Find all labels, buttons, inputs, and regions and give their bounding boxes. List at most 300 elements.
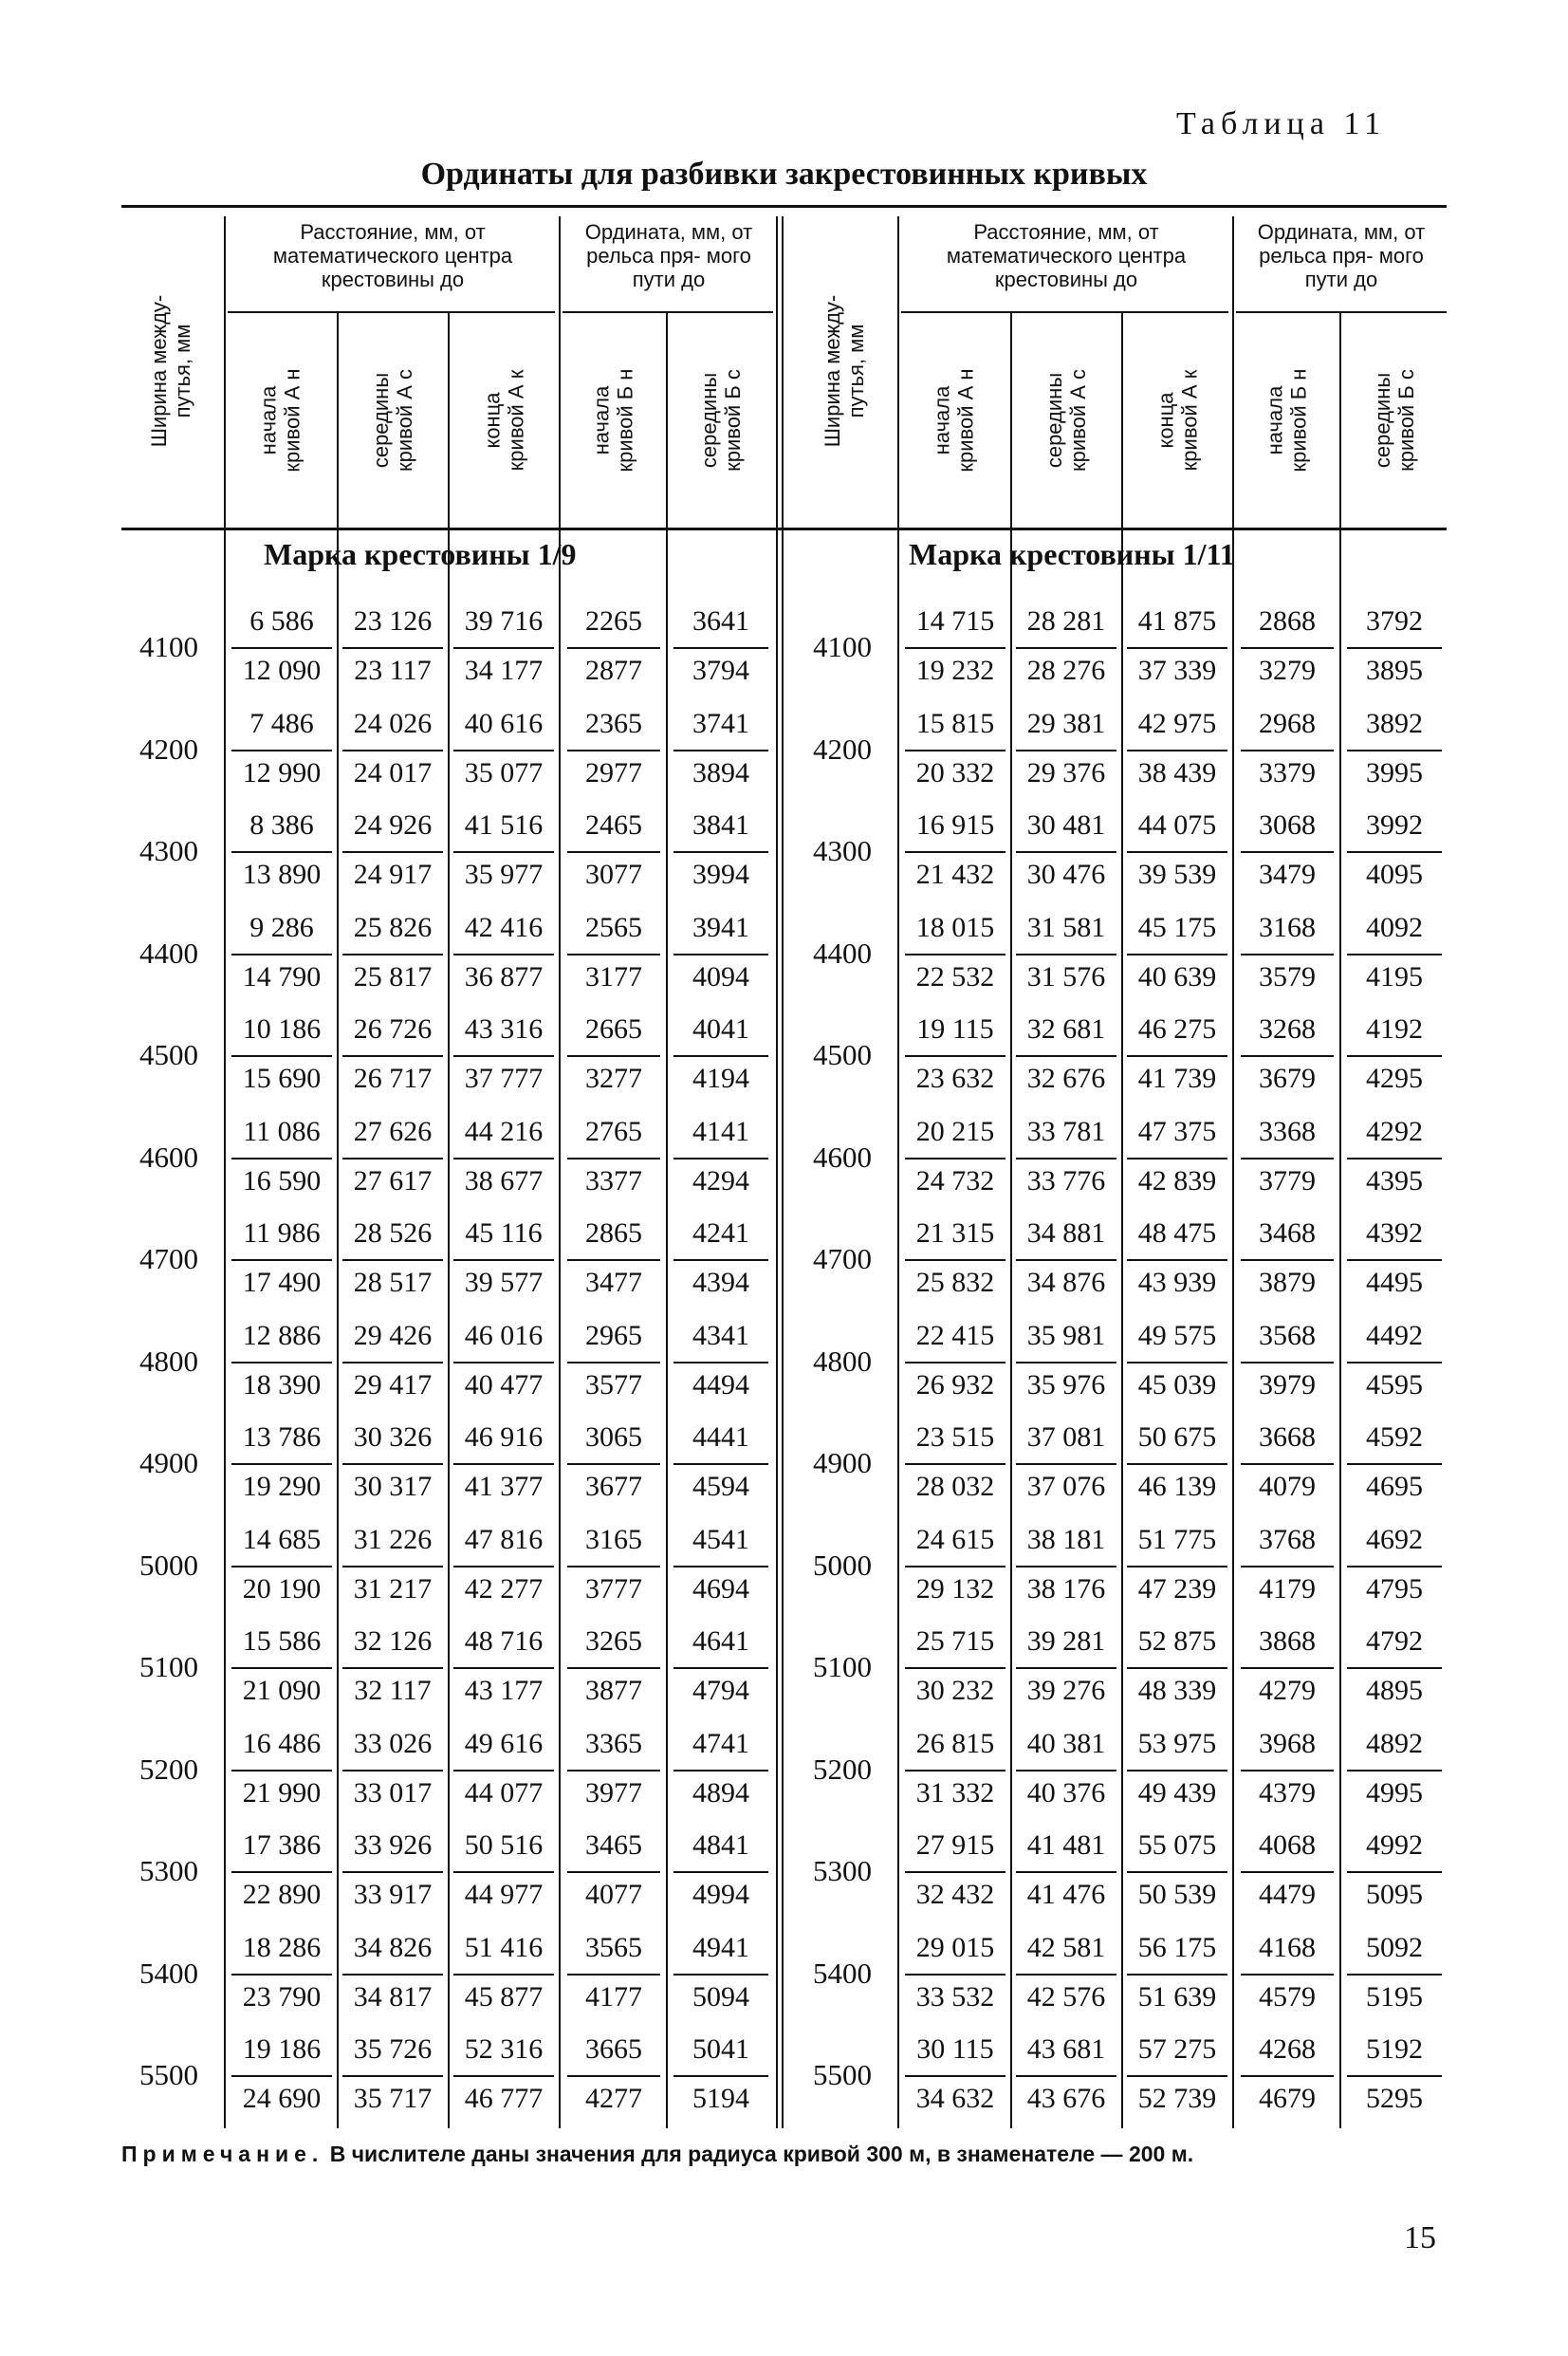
numerator-cell: 3465 [567, 1829, 660, 1873]
denominator-cell: 3379 [1259, 756, 1316, 788]
numerator-cell: 2665 [567, 1013, 660, 1057]
group-rule [228, 311, 555, 313]
denominator-cell: 3979 [1259, 1368, 1316, 1401]
numerator-cell: 3068 [1241, 809, 1334, 853]
denominator-cell: 33 776 [1026, 1164, 1106, 1197]
numerator-cell: 48 716 [453, 1625, 554, 1669]
numerator-cell: 50 675 [1127, 1421, 1227, 1465]
numerator-cell: 3992 [1347, 809, 1442, 853]
denominator-cell: 30 476 [1026, 859, 1106, 890]
track-width-value: 4100 [813, 630, 872, 663]
denominator-cell: 3977 [585, 1776, 642, 1809]
denominator-cell: 40 477 [464, 1368, 544, 1401]
denominator-cell: 25 832 [915, 1267, 995, 1298]
denominator-cell: 22 890 [242, 1879, 322, 1910]
numerator-cell: 3868 [1241, 1625, 1334, 1669]
track-width-value: 5500 [813, 2058, 872, 2091]
numerator-cell: 4492 [1347, 1320, 1442, 1364]
denominator-cell: 4479 [1259, 1879, 1316, 1910]
denominator-cell: 2877 [585, 655, 642, 686]
track-width-value: 4700 [139, 1242, 198, 1275]
denominator-cell: 2977 [585, 756, 642, 788]
numerator-cell: 2965 [567, 1320, 660, 1364]
numerator-cell: 28 281 [1016, 605, 1116, 649]
numerator-cell: 4741 [673, 1728, 768, 1772]
numerator-cell: 4192 [1347, 1013, 1442, 1057]
denominator-cell: 38 439 [1137, 756, 1217, 788]
denominator-cell: 35 077 [464, 756, 544, 788]
denominator-cell: 3277 [585, 1063, 642, 1094]
denominator-cell: 44 977 [464, 1879, 544, 1910]
col-header-ac: середины кривой А с [1042, 368, 1090, 472]
denominator-cell: 39 276 [1026, 1675, 1106, 1706]
track-width-value: 5400 [813, 1956, 872, 1990]
track-width-value: 4900 [139, 1446, 198, 1479]
denominator-cell: 33 532 [915, 1980, 995, 2013]
denominator-cell: 4695 [1366, 1471, 1423, 1502]
numerator-cell: 25 715 [905, 1625, 1005, 1669]
numerator-cell: 4068 [1241, 1829, 1334, 1873]
numerator-cell: 4141 [673, 1116, 768, 1159]
numerator-cell: 14 685 [231, 1524, 332, 1568]
numerator-cell: 43 316 [453, 1013, 554, 1057]
numerator-cell: 4792 [1347, 1625, 1442, 1669]
numerator-cell: 39 281 [1016, 1625, 1116, 1669]
numerator-cell: 4041 [673, 1013, 768, 1057]
numerator-cell: 55 075 [1127, 1829, 1227, 1873]
denominator-cell: 3794 [692, 655, 749, 686]
denominator-cell: 3279 [1259, 655, 1316, 686]
denominator-cell: 4895 [1366, 1675, 1423, 1706]
denominator-cell: 25 817 [353, 960, 433, 992]
ordinate-group-header: Ордината, мм, от рельса пря- мого пути до [1257, 220, 1426, 291]
denominator-cell: 35 976 [1026, 1368, 1106, 1401]
numerator-cell: 15 815 [905, 708, 1005, 751]
denominator-cell: 46 139 [1137, 1471, 1217, 1502]
denominator-cell: 42 576 [1026, 1980, 1106, 2013]
numerator-cell: 42 416 [453, 912, 554, 955]
denominator-cell: 13 890 [242, 859, 322, 890]
col-header-bn: начала кривой Б н [1263, 368, 1311, 472]
col-rule [1121, 313, 1123, 2128]
numerator-cell: 2765 [567, 1116, 660, 1159]
denominator-cell: 3177 [585, 960, 642, 992]
denominator-cell: 4095 [1366, 859, 1423, 890]
denominator-cell: 4679 [1259, 2083, 1316, 2114]
denominator-cell: 43 676 [1026, 2083, 1106, 2114]
denominator-cell: 45 877 [464, 1980, 544, 2013]
numerator-cell: 20 215 [905, 1116, 1005, 1159]
denominator-cell: 32 676 [1026, 1063, 1106, 1094]
denominator-cell: 26 717 [353, 1063, 433, 1094]
numerator-cell: 16 915 [905, 809, 1005, 853]
denominator-cell: 22 532 [915, 960, 995, 992]
col-header-ak: конца кривой А к [1153, 369, 1201, 471]
numerator-cell: 24 615 [905, 1524, 1005, 1568]
col-rule [666, 313, 668, 2128]
denominator-cell: 28 276 [1026, 655, 1106, 686]
footnote-text: В числителе даны значения для радиуса кривой 300 м, в знаменателе — 200 м. [329, 2142, 1194, 2166]
numerator-cell: 26 726 [342, 1013, 443, 1057]
denominator-cell: 24 017 [353, 756, 433, 788]
numerator-cell: 29 015 [905, 1932, 1005, 1976]
numerator-cell: 33 026 [342, 1728, 443, 1772]
denominator-cell: 30 232 [915, 1675, 995, 1706]
numerator-cell: 3968 [1241, 1728, 1334, 1772]
numerator-cell: 29 426 [342, 1320, 443, 1364]
track-width-value: 4400 [139, 936, 198, 970]
section-title-right: Марка крестовины 1/11 [909, 537, 1235, 571]
numerator-cell: 40 616 [453, 708, 554, 751]
track-width-value: 5000 [139, 1548, 198, 1582]
denominator-cell: 24 690 [242, 2083, 322, 2114]
denominator-cell: 3777 [585, 1572, 642, 1605]
denominator-cell: 39 577 [464, 1267, 544, 1298]
denominator-cell: 4394 [692, 1267, 749, 1298]
numerator-cell: 5041 [673, 2033, 768, 2077]
track-width-value: 5100 [139, 1650, 198, 1683]
track-width-value: 4600 [813, 1140, 872, 1174]
numerator-cell: 19 186 [231, 2033, 332, 2077]
numerator-cell: 34 881 [1016, 1217, 1116, 1261]
denominator-cell: 33 017 [353, 1776, 433, 1809]
numerator-cell: 49 575 [1127, 1320, 1227, 1364]
denominator-cell: 31 576 [1026, 960, 1106, 992]
numerator-cell: 2465 [567, 809, 660, 853]
denominator-cell: 19 232 [915, 655, 995, 686]
track-width-value: 5500 [139, 2058, 198, 2091]
numerator-cell: 3365 [567, 1728, 660, 1772]
denominator-cell: 20 190 [242, 1572, 322, 1605]
numerator-cell: 42 581 [1016, 1932, 1116, 1976]
numerator-cell: 9 286 [231, 912, 332, 955]
numerator-cell: 3165 [567, 1524, 660, 1568]
denominator-cell: 19 290 [242, 1471, 322, 1502]
track-width-value: 5200 [139, 1752, 198, 1786]
numerator-cell: 35 981 [1016, 1320, 1116, 1364]
numerator-cell: 51 416 [453, 1932, 554, 1976]
denominator-cell: 28 032 [915, 1471, 995, 1502]
width-header: Ширина между- путья, мм [147, 294, 195, 448]
numerator-cell: 11 986 [231, 1217, 332, 1261]
denominator-cell: 4295 [1366, 1063, 1423, 1094]
denominator-cell: 49 439 [1137, 1776, 1217, 1809]
track-width-value: 5000 [813, 1548, 872, 1582]
denominator-cell: 27 617 [353, 1164, 433, 1197]
numerator-cell: 3468 [1241, 1217, 1334, 1261]
track-width-value: 5300 [813, 1854, 872, 1887]
numerator-cell: 4392 [1347, 1217, 1442, 1261]
footnote-label: Примечание. [121, 2142, 324, 2166]
numerator-cell: 43 681 [1016, 2033, 1116, 2077]
denominator-cell: 3994 [692, 859, 749, 890]
denominator-cell: 34 632 [915, 2083, 995, 2114]
denominator-cell: 15 690 [242, 1063, 322, 1094]
numerator-cell: 14 715 [905, 605, 1005, 649]
denominator-cell: 4579 [1259, 1980, 1316, 2013]
numerator-cell: 3668 [1241, 1421, 1334, 1465]
numerator-cell: 4341 [673, 1320, 768, 1364]
denominator-cell: 3577 [585, 1368, 642, 1401]
denominator-cell: 51 639 [1137, 1980, 1217, 2013]
numerator-cell: 2365 [567, 708, 660, 751]
track-width-value: 4400 [813, 936, 872, 970]
numerator-cell: 29 381 [1016, 708, 1116, 751]
ordinate-group-header: Ордината, мм, от рельса пря- мого пути до [584, 220, 753, 291]
numerator-cell: 3792 [1347, 605, 1442, 649]
denominator-cell: 3894 [692, 756, 749, 788]
numerator-cell: 16 486 [231, 1728, 332, 1772]
denominator-cell: 4279 [1259, 1675, 1316, 1706]
track-width-value: 4200 [813, 732, 872, 766]
numerator-cell: 30 481 [1016, 809, 1116, 853]
numerator-cell: 3841 [673, 809, 768, 853]
numerator-cell: 3665 [567, 2033, 660, 2077]
denominator-cell: 43 939 [1137, 1267, 1217, 1298]
numerator-cell: 24 026 [342, 708, 443, 751]
col-rule [224, 216, 226, 2128]
numerator-cell: 3568 [1241, 1320, 1334, 1364]
denominator-cell: 37 339 [1137, 655, 1217, 686]
col-rule [448, 313, 450, 2128]
denominator-cell: 37 777 [464, 1063, 544, 1094]
numerator-cell: 32 126 [342, 1625, 443, 1669]
denominator-cell: 41 377 [464, 1471, 544, 1502]
denominator-cell: 41 476 [1026, 1879, 1106, 1910]
numerator-cell: 2565 [567, 912, 660, 955]
denominator-cell: 4379 [1259, 1776, 1316, 1809]
track-width-value: 4700 [813, 1242, 872, 1275]
col-header-ak: конца кривой А к [479, 369, 527, 471]
numerator-cell: 3065 [567, 1421, 660, 1465]
numerator-cell: 6 586 [231, 605, 332, 649]
denominator-cell: 4277 [585, 2083, 642, 2114]
numerator-cell: 22 415 [905, 1320, 1005, 1364]
numerator-cell: 37 081 [1016, 1421, 1116, 1465]
numerator-cell: 4441 [673, 1421, 768, 1465]
denominator-cell: 4195 [1366, 960, 1423, 992]
numerator-cell: 19 115 [905, 1013, 1005, 1057]
distance-group-header: Расстояние, мм, от математического центра крестовины до [946, 220, 1187, 291]
numerator-cell: 53 975 [1127, 1728, 1227, 1772]
numerator-cell: 2865 [567, 1217, 660, 1261]
numerator-cell: 57 275 [1127, 2033, 1227, 2077]
track-width-value: 4300 [813, 834, 872, 867]
numerator-cell: 31 226 [342, 1524, 443, 1568]
numerator-cell: 3265 [567, 1625, 660, 1669]
denominator-cell: 16 590 [242, 1164, 322, 1197]
numerator-cell: 40 381 [1016, 1728, 1116, 1772]
track-width-value: 5300 [139, 1854, 198, 1887]
group-rule [901, 311, 1228, 313]
col-header-bc: середины кривой Б с [697, 368, 745, 472]
numerator-cell: 48 475 [1127, 1217, 1227, 1261]
denominator-cell: 3779 [1259, 1164, 1316, 1197]
denominator-cell: 31 332 [915, 1776, 995, 1809]
page-number: 15 [1404, 2220, 1436, 2255]
denominator-cell: 3879 [1259, 1267, 1316, 1298]
denominator-cell: 50 539 [1137, 1879, 1217, 1910]
col-rule [337, 313, 339, 2128]
numerator-cell: 21 315 [905, 1217, 1005, 1261]
denominator-cell: 23 790 [242, 1980, 322, 2013]
numerator-cell: 50 516 [453, 1829, 554, 1873]
denominator-cell: 4194 [692, 1063, 749, 1094]
denominator-cell: 3895 [1366, 655, 1423, 686]
track-width-value: 5200 [813, 1752, 872, 1786]
denominator-cell: 5194 [692, 2083, 749, 2114]
denominator-cell: 30 317 [353, 1471, 433, 1502]
numerator-cell: 27 626 [342, 1116, 443, 1159]
denominator-cell: 29 376 [1026, 756, 1106, 788]
denominator-cell: 4495 [1366, 1267, 1423, 1298]
numerator-cell: 4692 [1347, 1524, 1442, 1568]
group-rule [1236, 311, 1447, 313]
header-bottom-rule [121, 528, 1447, 530]
denominator-cell: 38 176 [1026, 1572, 1106, 1605]
footnote [121, 2141, 1449, 2167]
numerator-cell: 46 275 [1127, 1013, 1227, 1057]
numerator-cell: 26 815 [905, 1728, 1005, 1772]
col-rule [1232, 216, 1234, 2128]
denominator-cell: 4594 [692, 1471, 749, 1502]
numerator-cell: 4292 [1347, 1116, 1442, 1159]
denominator-cell: 3077 [585, 859, 642, 890]
col-header-bc: середины кривой Б с [1371, 368, 1418, 472]
numerator-cell: 4641 [673, 1625, 768, 1669]
denominator-cell: 4995 [1366, 1776, 1423, 1809]
denominator-cell: 42 277 [464, 1572, 544, 1605]
denominator-cell: 21 432 [915, 859, 995, 890]
col-header-bn: начала кривой Б н [589, 368, 637, 472]
numerator-cell: 18 286 [231, 1932, 332, 1976]
denominator-cell: 3677 [585, 1471, 642, 1502]
numerator-cell: 39 716 [453, 605, 554, 649]
numerator-cell: 24 926 [342, 809, 443, 853]
track-width-value: 4800 [139, 1344, 198, 1378]
col-rule [1010, 313, 1012, 2128]
denominator-cell: 12 090 [242, 655, 322, 686]
numerator-cell: 34 826 [342, 1932, 443, 1976]
table-top-rule [121, 205, 1447, 208]
numerator-cell: 32 681 [1016, 1013, 1116, 1057]
numerator-cell: 46 016 [453, 1320, 554, 1364]
denominator-cell: 41 739 [1137, 1063, 1217, 1094]
denominator-cell: 4395 [1366, 1164, 1423, 1197]
numerator-cell: 10 186 [231, 1013, 332, 1057]
numerator-cell: 33 926 [342, 1829, 443, 1873]
page-title: Ординаты для разбивки закрестовинных кривых [420, 157, 1148, 192]
denominator-cell: 42 839 [1137, 1164, 1217, 1197]
half-separator [776, 216, 784, 2128]
numerator-cell: 28 526 [342, 1217, 443, 1261]
col-header-an: начала кривой А н [256, 367, 304, 473]
numerator-cell: 5092 [1347, 1932, 1442, 1976]
denominator-cell: 32 432 [915, 1879, 995, 1910]
numerator-cell: 23 126 [342, 605, 443, 649]
numerator-cell: 38 181 [1016, 1524, 1116, 1568]
numerator-cell: 45 116 [453, 1217, 554, 1261]
numerator-cell: 25 826 [342, 912, 443, 955]
col-rule [1339, 313, 1341, 2128]
numerator-cell: 3565 [567, 1932, 660, 1976]
numerator-cell: 18 015 [905, 912, 1005, 955]
col-header-ac: середины кривой А с [368, 368, 416, 472]
denominator-cell: 4494 [692, 1368, 749, 1401]
denominator-cell: 18 390 [242, 1368, 322, 1401]
numerator-cell: 30 326 [342, 1421, 443, 1465]
denominator-cell: 37 076 [1026, 1471, 1106, 1502]
track-width-value: 5400 [139, 1956, 198, 1990]
numerator-cell: 46 916 [453, 1421, 554, 1465]
denominator-cell: 34 817 [353, 1980, 433, 2013]
denominator-cell: 3477 [585, 1267, 642, 1298]
numerator-cell: 31 581 [1016, 912, 1116, 955]
numerator-cell: 3941 [673, 912, 768, 955]
col-rule [559, 216, 561, 2128]
denominator-cell: 33 917 [353, 1879, 433, 1910]
numerator-cell: 7 486 [231, 708, 332, 751]
numerator-cell: 4268 [1241, 2033, 1334, 2077]
numerator-cell: 4892 [1347, 1728, 1442, 1772]
denominator-cell: 29 417 [353, 1368, 433, 1401]
denominator-cell: 3479 [1259, 859, 1316, 890]
denominator-cell: 3579 [1259, 960, 1316, 992]
numerator-cell: 42 975 [1127, 708, 1227, 751]
denominator-cell: 3377 [585, 1164, 642, 1197]
denominator-cell: 46 777 [464, 2083, 544, 2114]
denominator-cell: 39 539 [1137, 859, 1217, 890]
denominator-cell: 38 677 [464, 1164, 544, 1197]
numerator-cell: 56 175 [1127, 1932, 1227, 1976]
section-title-left: Марка крестовины 1/9 [264, 537, 577, 571]
denominator-cell: 4894 [692, 1776, 749, 1809]
numerator-cell: 41 875 [1127, 605, 1227, 649]
numerator-cell: 4168 [1241, 1932, 1334, 1976]
numerator-cell: 51 775 [1127, 1524, 1227, 1568]
denominator-cell: 31 217 [353, 1572, 433, 1605]
track-width-value: 5100 [813, 1650, 872, 1683]
numerator-cell: 8 386 [231, 809, 332, 853]
numerator-cell: 33 781 [1016, 1116, 1116, 1159]
denominator-cell: 29 132 [915, 1572, 995, 1605]
denominator-cell: 4294 [692, 1164, 749, 1197]
numerator-cell: 41 481 [1016, 1829, 1116, 1873]
denominator-cell: 5295 [1366, 2083, 1423, 2114]
denominator-cell: 14 790 [242, 960, 322, 992]
numerator-cell: 23 515 [905, 1421, 1005, 1465]
denominator-cell: 34 177 [464, 655, 544, 686]
numerator-cell: 47 375 [1127, 1116, 1227, 1159]
denominator-cell: 40 376 [1026, 1776, 1106, 1809]
denominator-cell: 4795 [1366, 1572, 1423, 1605]
distance-group-header: Расстояние, мм, от математического центра крестовины до [272, 220, 513, 291]
numerator-cell: 4592 [1347, 1421, 1442, 1465]
numerator-cell: 41 516 [453, 809, 554, 853]
denominator-cell: 4179 [1259, 1572, 1316, 1605]
denominator-cell: 48 339 [1137, 1675, 1217, 1706]
denominator-cell: 5095 [1366, 1879, 1423, 1910]
denominator-cell: 5094 [692, 1980, 749, 2013]
numerator-cell: 44 075 [1127, 809, 1227, 853]
numerator-cell: 3768 [1241, 1524, 1334, 1568]
track-width-value: 4800 [813, 1344, 872, 1378]
numerator-cell: 52 875 [1127, 1625, 1227, 1669]
col-header-an: начала кривой А н [930, 367, 978, 473]
denominator-cell: 26 932 [915, 1368, 995, 1401]
denominator-cell: 5195 [1366, 1980, 1423, 2013]
denominator-cell: 36 877 [464, 960, 544, 992]
